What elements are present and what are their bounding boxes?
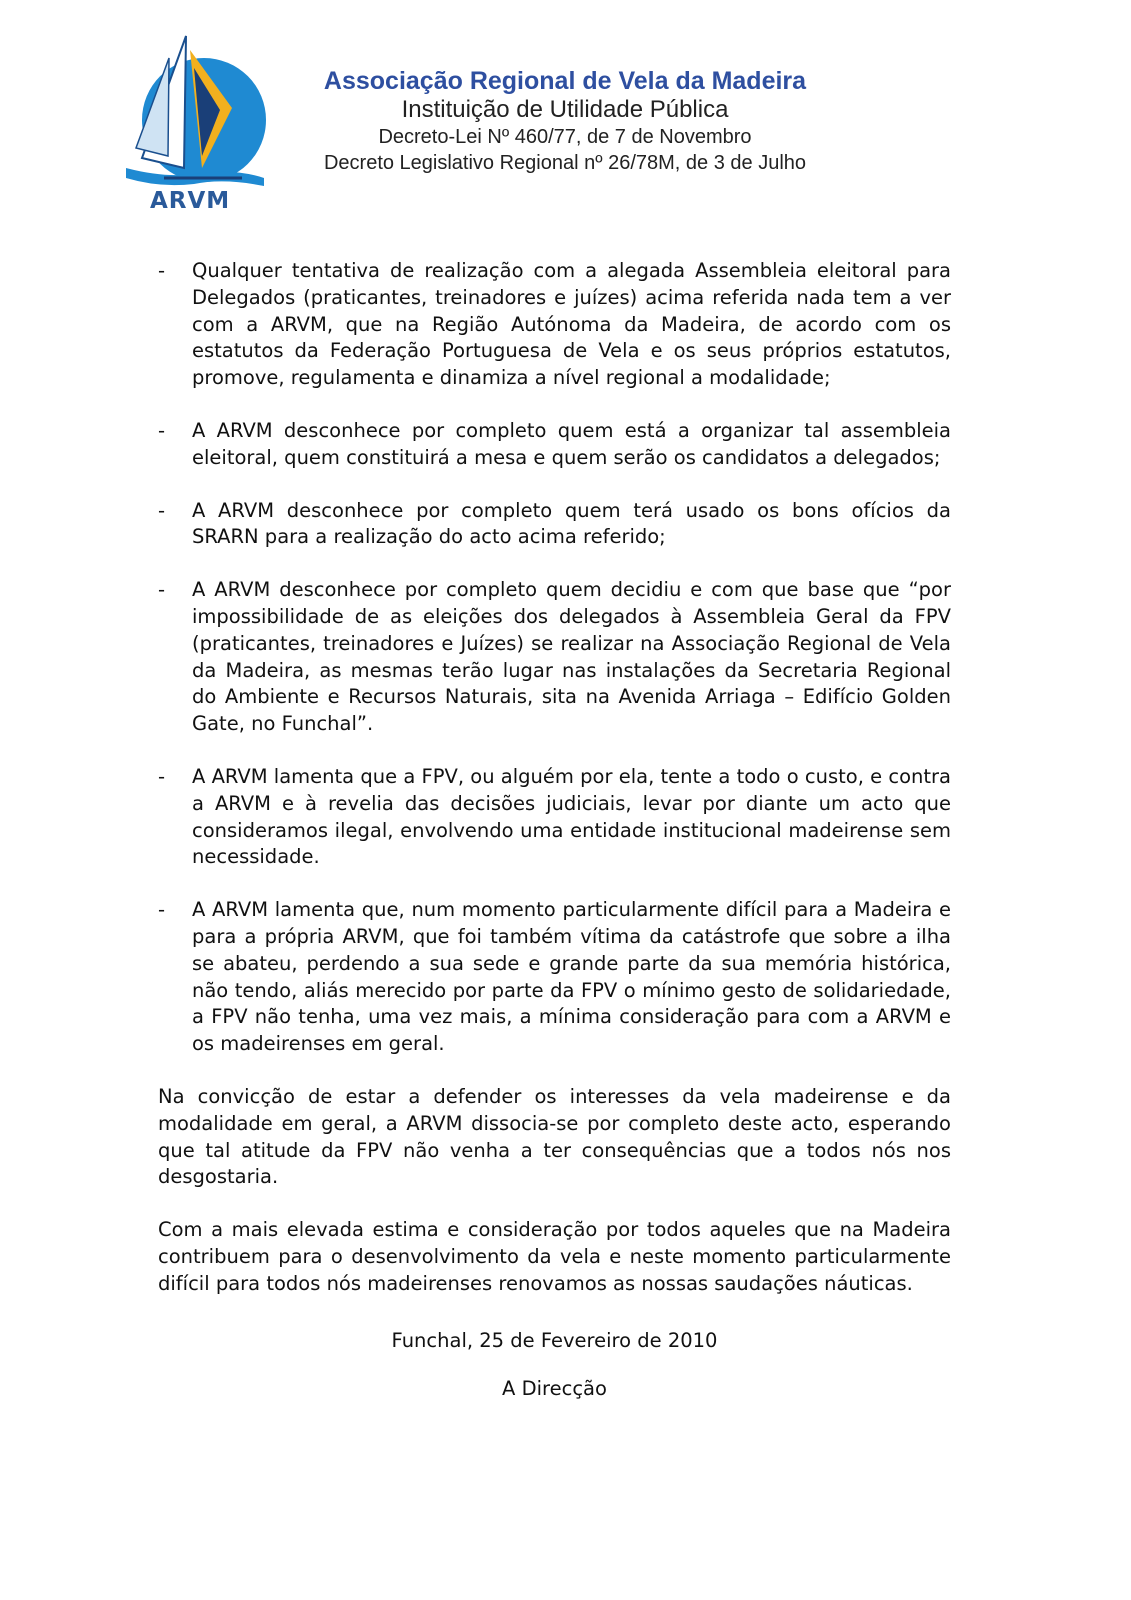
bullet-dash: - xyxy=(158,764,166,788)
arvm-logo xyxy=(124,28,272,218)
place-date: Funchal, 25 de Fevereiro de 2010 xyxy=(391,1328,718,1352)
bullet-dash: - xyxy=(158,498,166,522)
bullet-item xyxy=(158,764,951,871)
bullet-item xyxy=(158,258,951,392)
bullet-text: A ARVM lamenta que, num momento particularmente difícil para a Madeira e para a própria ARVM, que foi também vítima da catástrofe que sobre a ilha se abateu, perdendo a sua sede e grande parte da sua memória histórica, não tendo, aliás merecido por parte da FPV o mínimo gesto de solidariedade, a FPV não tenha, uma vez mais, a mínima consideração para com a ARVM e os madeirenses em geral. xyxy=(192,898,951,1056)
signature: A Direcção xyxy=(502,1377,607,1401)
institution-status: Instituição de Utilidade Pública xyxy=(401,96,729,123)
bullet-item xyxy=(158,498,951,552)
bullet-dash: - xyxy=(158,898,166,922)
bullet-text: A ARVM desconhece por completo quem terá usado os bons ofícios da SRARN para a realização do acto acima referido; xyxy=(192,498,951,549)
bullet-dash: - xyxy=(158,418,166,442)
paragraph-conviction: Na convicção de estar a defender os interesses da vela madeirense e da modalidade em geral, a ARVM dissocia-se por completo deste acto, esperando que tal atitude da FPV não venha a ter consequências que a todos nós nos desgostaria. xyxy=(158,1084,951,1189)
bullet-item xyxy=(158,577,951,738)
letterhead xyxy=(270,66,860,176)
logo-wordmark: ARVM xyxy=(150,188,231,214)
bullet-dash: - xyxy=(158,578,166,602)
bullet-item xyxy=(158,897,951,1058)
decree-line-1: Decreto-Lei Nº 460/77, de 7 de Novembro xyxy=(378,126,752,148)
bullet-text: Qualquer tentativa de realização com a alegada Assembleia eleitoral para Delegados (praticantes, treinadores e juízes) acima referida nada tem a ver com a ARVM, que na Região Autónoma da Madeira, de acordo com os estatutos da Federação Portuguesa de Vela e os seus próprios estatutos, promove, regulamenta e dinamiza a nível regional a modalidade; xyxy=(192,259,951,390)
bullet-text: A ARVM desconhece por completo quem está a organizar tal assembleia eleitoral, quem constituirá a mesa e quem serão os candidatos a delegados; xyxy=(192,418,951,469)
paragraph-greetings: Com a mais elevada estima e consideração por todos aqueles que na Madeira contribuem para o desenvolvimento da vela e neste momento particularmente difícil para todos nós madeirenses renovamos as nossas saudações náuticas. xyxy=(158,1218,951,1295)
bullet-text: A ARVM desconhece por completo quem decidiu e com que base que “por impossibilidade de as eleições dos delegados à Assembleia Geral da FPV (praticantes, treinadores e Juízes) se realizar na Associação Regional de Vela da Madeira, as mesmas terão lugar nas instalações da Secretaria Regional do Ambiente e Recursos Naturais, sita na Avenida Arriaga – Edifício Golden Gate, no Funchal”. xyxy=(192,578,951,736)
bullet-text: A ARVM lamenta que a FPV, ou alguém por ela, tente a todo o custo, e contra a ARVM e à revelia das decisões judiciais, levar por diante um acto que consideramos ilegal, envolvendo uma entidade institucional madeirense sem necessidade. xyxy=(192,764,951,869)
letter-body xyxy=(158,258,951,1403)
decree-line-2: Decreto Legislativo Regional nº 26/78M, de 3 de Julho xyxy=(323,152,807,174)
bullet-dash: - xyxy=(158,259,166,282)
organization-name: Associação Regional de Vela da Madeira xyxy=(323,67,807,95)
bullet-item xyxy=(158,418,951,472)
